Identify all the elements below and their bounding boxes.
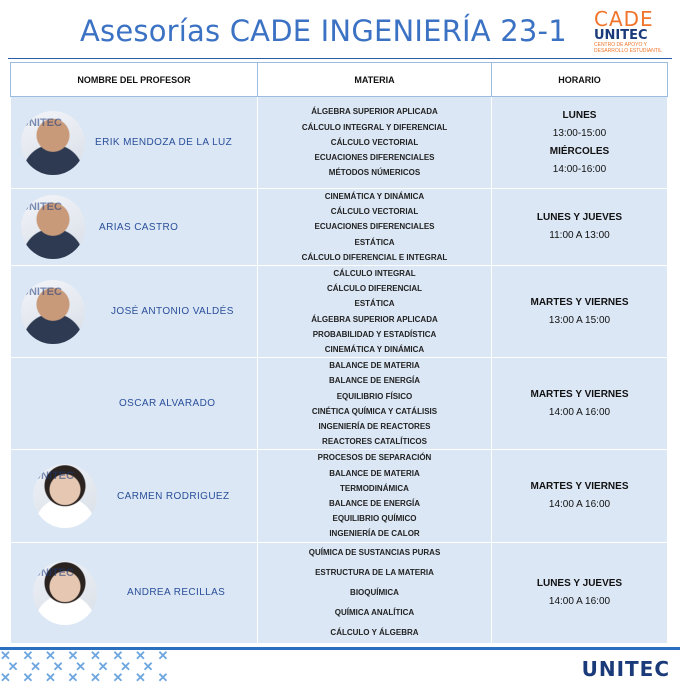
table-row xyxy=(11,542,668,643)
professor-name: CARMEN RODRIGUEZ xyxy=(117,490,230,502)
professor-cell xyxy=(11,358,258,450)
page-title: Asesorías CADE INGENIERÍA 23-1 xyxy=(80,14,567,48)
subject-item: QUÍMICA DE SUSTANCIAS PURAS xyxy=(308,547,441,557)
subject-item: ECUACIONES DIFERENCIALES xyxy=(314,153,435,163)
subject-item: BALANCE DE MATERIA xyxy=(329,468,420,478)
table-header-row xyxy=(11,63,668,97)
schedule-days: MARTES Y VIERNES xyxy=(530,481,629,493)
professor-name: OSCAR ALVARADO xyxy=(119,398,216,410)
professor-photo xyxy=(21,280,85,344)
subject-item: EQUILIBRIO FÍSICO xyxy=(336,391,413,401)
professor-cell xyxy=(11,189,258,266)
subject-item: INGENIERÍA DE CALOR xyxy=(329,529,420,539)
schedule-hours: 14:00 A 16:00 xyxy=(548,406,611,418)
subjects-cell xyxy=(258,266,492,358)
subject-item: BALANCE DE MATERIA xyxy=(329,361,420,371)
subject-item: ÁLGEBRA SUPERIOR APLICADA xyxy=(311,314,438,324)
subject-item: CÁLCULO INTEGRAL Y DIFERENCIAL xyxy=(301,122,448,132)
subject-item: ECUACIONES DIFERENCIALES xyxy=(314,222,435,232)
header-divider xyxy=(8,58,672,59)
professor-cell xyxy=(11,542,258,643)
subject-item: ÁLGEBRA SUPERIOR APLICADA xyxy=(311,107,438,117)
table-row xyxy=(11,358,668,450)
subject-item: CÁLCULO Y ÁLGEBRA xyxy=(330,627,419,637)
schedule-days: LUNES Y JUEVES xyxy=(536,577,623,589)
professor-name: ERIK MENDOZA DE LA LUZ xyxy=(95,137,233,148)
subject-item: CÁLCULO DIFERENCIAL xyxy=(326,284,423,294)
subject-item: ESTRUCTURA DE LA MATERIA xyxy=(315,567,434,577)
subject-item: ESTÁTICA xyxy=(354,237,395,247)
subjects-cell xyxy=(258,97,492,189)
subject-item: QUÍMICA ANALÍTICA xyxy=(334,607,415,617)
professor-photo xyxy=(21,111,85,175)
table-row xyxy=(11,450,668,542)
subjects-cell xyxy=(258,542,492,643)
cade-unitec-logo xyxy=(594,9,674,54)
logo-unitec-text: UNITEC xyxy=(594,28,648,43)
subject-item: PROCESOS DE SEPARACIÓN xyxy=(317,453,432,463)
table-row xyxy=(11,189,668,266)
professor-name: ARIAS CASTRO xyxy=(99,221,179,233)
schedule-cell xyxy=(492,189,668,266)
schedule-hours: 13:00 A 15:00 xyxy=(548,314,611,326)
schedule-days: MARTES Y VIERNES xyxy=(530,296,629,308)
subjects-cell xyxy=(258,358,492,450)
schedule-days: LUNES Y JUEVES xyxy=(536,212,623,223)
professor-photo xyxy=(33,561,97,625)
subject-item: CINEMÁTICA Y DINÁMICA xyxy=(324,345,425,355)
schedule-cell xyxy=(492,450,668,542)
decorative-cross-pattern: ✕ ✕ ✕ ✕ ✕ ✕ ✕ ✕ ✕ ✕ ✕ ✕ ✕ ✕ ✕ ✕ ✕ ✕ ✕ ✕ ✕ ✕ ✕ xyxy=(0,650,173,685)
column-header-schedule: HORARIO xyxy=(492,63,668,97)
logo-cade-text: CADE xyxy=(594,7,654,31)
professor-name: ANDREA RECILLAS xyxy=(127,587,226,599)
logo-subtitle: CENTRO DE APOYO Y DESARROLLO ESTUDIANTIL xyxy=(594,42,663,54)
subject-item: ESTÁTICA xyxy=(354,299,395,309)
schedule-days: LUNES xyxy=(562,109,597,121)
photo-watermark: UNITEC xyxy=(21,285,62,298)
subject-item: INGENIERÍA DE REACTORES xyxy=(318,422,431,432)
schedule-days: MIÉRCOLES xyxy=(549,145,610,157)
professor-photo xyxy=(33,464,97,528)
schedule-hours: 14:00 A 16:00 xyxy=(548,595,611,607)
subject-item: CÁLCULO VECTORIAL xyxy=(330,207,419,217)
column-header-subject: MATERIA xyxy=(258,63,492,97)
professor-photo xyxy=(21,195,85,259)
subject-item: CINEMÁTICA Y DINÁMICA xyxy=(324,192,425,201)
photo-watermark: UNITEC xyxy=(33,470,74,483)
table-row xyxy=(11,266,668,358)
subject-item: BALANCE DE ENERGÍA xyxy=(328,499,421,509)
subject-item: REACTORES CATALÍTICOS xyxy=(322,437,427,447)
schedule-cell xyxy=(492,97,668,189)
professor-cell xyxy=(11,450,258,542)
subject-item: MÉTODOS NÚMERICOS xyxy=(328,168,421,178)
subjects-cell xyxy=(258,189,492,266)
schedule-days: MARTES Y VIERNES xyxy=(530,388,629,400)
photo-watermark: UNITEC xyxy=(21,116,62,129)
schedule-cell xyxy=(492,358,668,450)
subject-item: CÁLCULO INTEGRAL xyxy=(333,269,416,279)
subject-item: CÁLCULO VECTORIAL xyxy=(330,137,419,147)
schedule-cell xyxy=(492,542,668,643)
subject-item: BIOQUÍMICA xyxy=(350,587,399,597)
schedule-cell xyxy=(492,266,668,358)
column-header-professor: NOMBRE DEL PROFESOR xyxy=(11,63,258,97)
subject-item: CINÉTICA QUÍMICA Y CATÁLISIS xyxy=(311,406,438,416)
photo-watermark: UNITEC xyxy=(33,566,74,579)
schedule-hours: 14:00 A 16:00 xyxy=(548,499,611,511)
schedule-hours: 11:00 A 13:00 xyxy=(549,230,610,241)
subjects-cell xyxy=(258,450,492,542)
schedule-table xyxy=(10,62,668,644)
schedule-hours: 14:00-16:00 xyxy=(552,163,607,175)
schedule-hours: 13:00-15:00 xyxy=(552,127,607,139)
subject-item: TERMODINÁMICA xyxy=(340,483,409,493)
professor-name: JOSÉ ANTONIO VALDÉS xyxy=(111,306,234,318)
subject-item: BALANCE DE ENERGÍA xyxy=(328,376,421,386)
table-row xyxy=(11,97,668,189)
subject-item: CÁLCULO DIFERENCIAL E INTEGRAL xyxy=(301,252,448,262)
subject-item: PROBABILIDAD Y ESTADÍSTICA xyxy=(312,329,437,339)
professor-cell xyxy=(11,266,258,358)
unitec-footer-logo: UNITEC xyxy=(581,657,670,681)
photo-watermark: UNITEC xyxy=(21,201,62,213)
professor-cell xyxy=(11,97,258,189)
subject-item: EQUILIBRIO QUÍMICO xyxy=(332,514,417,524)
